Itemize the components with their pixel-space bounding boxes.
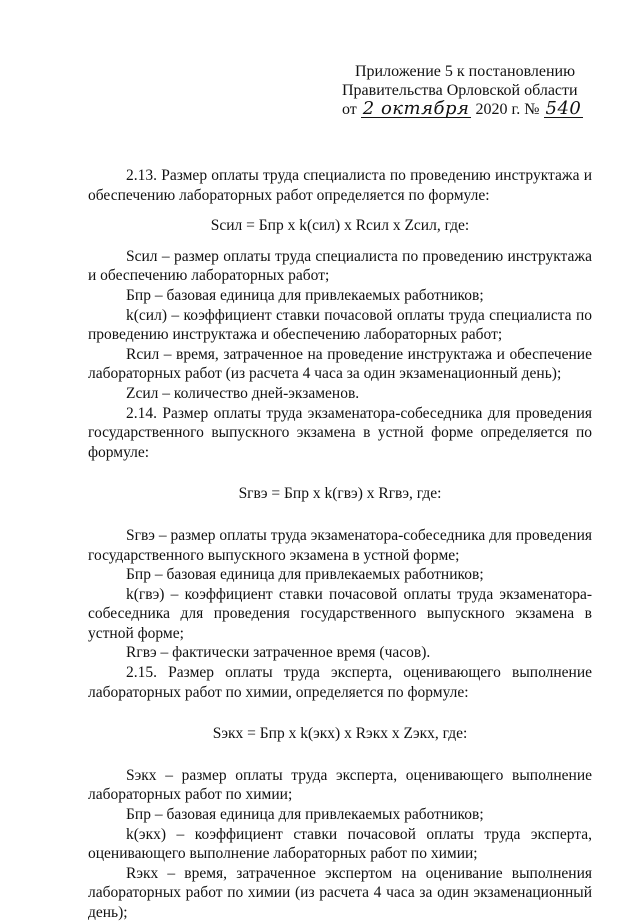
paragraph-2-14: 2.14. Размер оплаты труда экзаменатора-собеседника для проведения государственного выпускного экзамена в устной форме определяется по формуле:: [88, 404, 592, 461]
paragraph-2-13: 2.13. Размер оплаты труда специалиста по проведению инструктажа и обеспечению лабораторных работ определяется по формуле:: [88, 167, 592, 204]
year-label: 2020 г. №: [475, 101, 540, 118]
definition-rekh: Rэкх – время, затраченное экспертом на оценивание выполнения лабораторных работ по химии (из расчета 4 часа за один экзаменационный день);: [88, 864, 592, 921]
definition-ksil: k(сил) – коэффициент ставки почасовой оплаты труда специалиста по проведению инструктажа и обеспечению лабораторных работ;: [88, 306, 592, 344]
date-prefix: от: [342, 101, 357, 118]
definition-scil: Sсил – размер оплаты труда специалиста по проведению инструктажа и обеспечению лабораторных работ;: [88, 247, 592, 285]
appendix-line-2: Правительства Орловской области: [342, 82, 578, 99]
definition-zsil: Zсил – количество дней-экзаменов.: [126, 384, 360, 402]
definition-sekh: Sэкх – размер оплаты труда эксперта, оценивающего выполнение лабораторных работ по химии;: [88, 766, 592, 804]
formula-scil: Sсил = Бпр х k(сил) х Rсил х Zсил, где:: [210, 217, 470, 235]
definition-bpr-1: Бпр – базовая единица для привлекаемых работников;: [126, 286, 484, 304]
handwritten-date: 2 октября: [362, 98, 470, 119]
definition-rgve: Rгвэ – фактически затраченное время (часов).: [126, 644, 431, 662]
definition-sgve: Sгвэ – размер оплаты труда экзаменатора-собеседника для проведения государственного выпускного экзамена в устной форме;: [88, 526, 592, 564]
document-body: [88, 166, 592, 923]
appendix-line-3: [342, 100, 612, 119]
handwritten-number: 540: [545, 98, 582, 119]
paragraph-2-15: 2.15. Размер оплаты труда эксперта, оценивающего выполнение лабораторных работ по химии, определяется по формуле:: [88, 664, 592, 701]
definition-kgve: k(гвэ) – коэффициент ставки почасовой оплаты труда экзаменатора-собеседника для проведения государственного выпускного экзамена в устной форме;: [88, 585, 592, 642]
formula-sekh: Sэкх = Бпр х k(экх) х Rэкх х Zэкх, где:: [212, 725, 468, 743]
formula-sgve: Sгвэ = Бпр х k(гвэ) х Rгвэ, где:: [238, 485, 442, 503]
definition-kekh: k(экх) – коэффициент ставки почасовой оплаты труда эксперта, оценивающего выполнение лабораторных работ по химии;: [88, 825, 592, 863]
definition-bpr-3: Бпр – базовая единица для привлекаемых работников;: [126, 806, 484, 824]
definition-bpr-2: Бпр – базовая единица для привлекаемых работников;: [126, 566, 484, 584]
appendix-line-1: Приложение 5 к постановлению: [355, 63, 576, 80]
definition-rsil: Rсил – время, затраченное на проведение инструктажа и обеспечение лабораторных работ (из расчета 4 часа за один экзаменационный день);: [88, 345, 592, 383]
appendix-header: [342, 62, 612, 119]
